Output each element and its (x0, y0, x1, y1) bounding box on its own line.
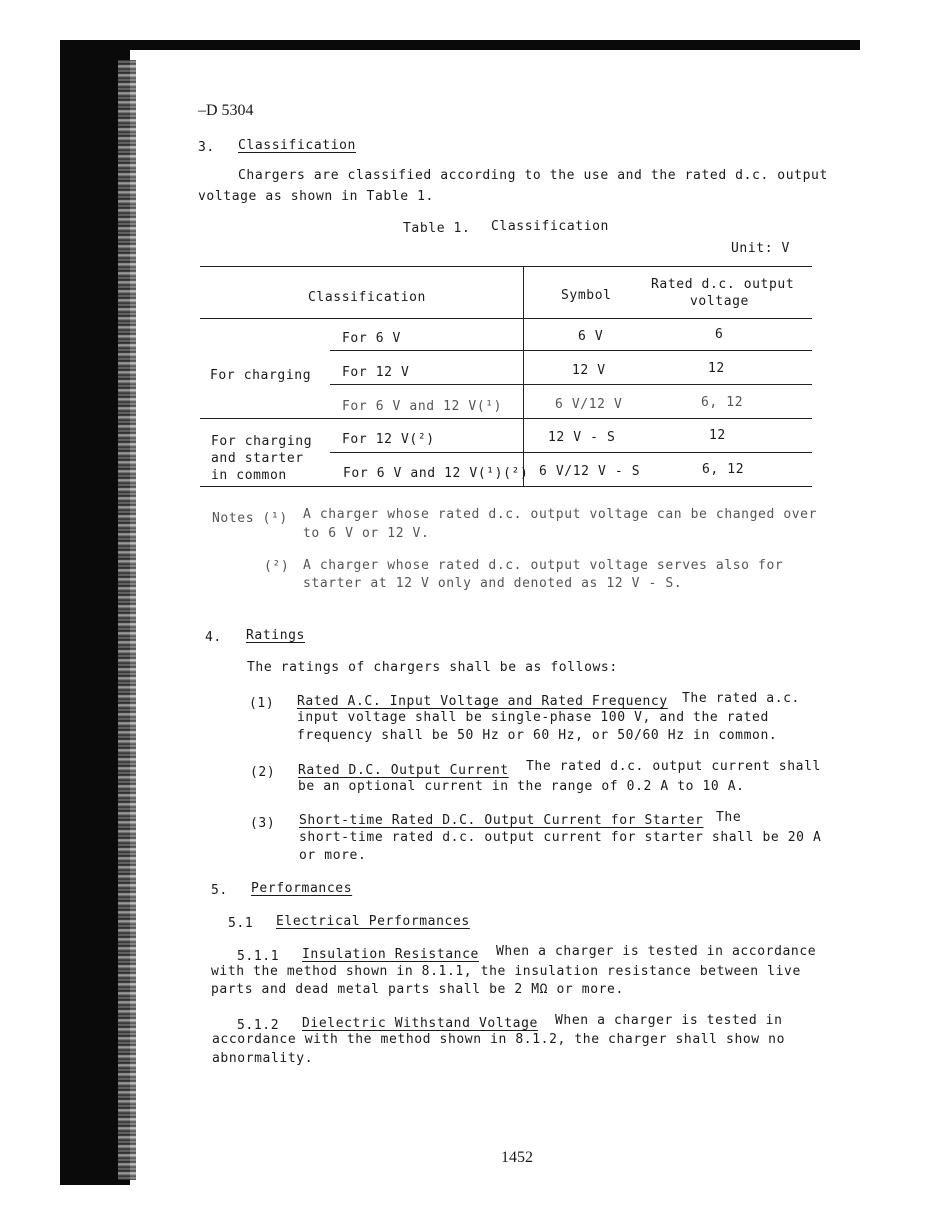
clause-5-1-2-line-2: accordance with the method shown in 8.1.2, the charger shall show no (212, 1032, 786, 1047)
section-4-intro: The ratings of chargers shall be as follows: (247, 660, 618, 675)
table-row-2-classification: For 12 V (342, 365, 410, 380)
group-label-common-line-2: and starter (211, 451, 304, 466)
section-4-number: 4. (205, 630, 222, 645)
table-row-2-rated: 12 (708, 361, 725, 376)
table-row-3-rated: 6, 12 (701, 395, 744, 410)
rating-3-number: (3) (250, 816, 276, 831)
table-row-4-classification: For 12 V(²) (342, 432, 435, 447)
clause-5-1-2-line-3: abnormality. (212, 1051, 314, 1066)
table-row-5-rated: 6, 12 (702, 462, 745, 477)
table-rule-row-2 (330, 384, 812, 385)
table-row-3-symbol: 6 V/12 V (555, 397, 623, 412)
document-id: –D 5304 (198, 102, 254, 119)
notes-label: Notes (¹) (212, 511, 288, 526)
group-label-common-line-1: For charging (211, 434, 313, 449)
table-caption-number: Table 1. (403, 221, 471, 236)
page-number: 1452 (501, 1149, 533, 1166)
clause-5-1-2-line-1: When a charger is tested in (555, 1013, 783, 1028)
table-row-1-rated: 6 (715, 327, 724, 342)
note-2-line-2: starter at 12 V only and denoted as 12 V - S. (303, 576, 683, 591)
clause-5-1-1-title: Insulation Resistance (302, 947, 479, 962)
table-rule-row-1 (330, 350, 812, 351)
rating-1-text-line-1: The rated a.c. (682, 691, 800, 706)
section-3-para-line-1: Chargers are classified according to the use and the rated d.c. output (238, 168, 828, 183)
table-header-symbol: Symbol (561, 288, 612, 303)
note-1-line-2: to 6 V or 12 V. (303, 526, 430, 541)
rating-1-text-line-2: input voltage shall be single-phase 100 V, and the rated (297, 710, 769, 725)
rating-2-number: (2) (250, 765, 276, 780)
note-1-line-1: A charger whose rated d.c. output voltage can be changed over (303, 507, 818, 522)
clause-5-1-1-line-2: with the method shown in 8.1.1, the insulation resistance between live (211, 964, 801, 979)
section-4-title: Ratings (246, 628, 305, 643)
section-3-para-line-2: voltage as shown in Table 1. (198, 189, 434, 204)
scan-edge-streak (118, 60, 136, 1180)
rating-2-title: Rated D.C. Output Current (298, 763, 509, 778)
note-2-line-1: A charger whose rated d.c. output voltage serves also for (303, 558, 784, 573)
table-rule-group (200, 418, 812, 419)
clause-5-1-1-line-3: parts and dead metal parts shall be 2 MΩ or more. (211, 982, 624, 997)
note-2-mark: (²) (264, 559, 290, 574)
table-column-divider (523, 266, 524, 486)
table-rule-row-4 (330, 452, 812, 453)
group-label-charging: For charging (210, 368, 312, 383)
table-rule-header (200, 318, 812, 319)
rating-3-text-line-2: short-time rated d.c. output current for starter shall be 20 A (299, 830, 822, 845)
section-3-number: 3. (198, 140, 215, 155)
section-5-title: Performances (251, 881, 353, 896)
rating-2-text-line-1: The rated d.c. output current shall (526, 759, 821, 774)
table-header-rated-line-1: Rated d.c. output (651, 277, 795, 292)
subsection-5-1-title: Electrical Performances (276, 914, 470, 929)
table-rule-bottom (200, 486, 812, 487)
group-label-common-line-3: in common (211, 468, 287, 483)
section-5-number: 5. (211, 883, 228, 898)
table-caption-title: Classification (491, 219, 609, 234)
clause-5-1-2-title: Dielectric Withstand Voltage (302, 1016, 538, 1031)
table-rule-top (200, 266, 812, 267)
table-row-5-symbol: 6 V/12 V - S (539, 464, 641, 479)
table-row-2-symbol: 12 V (572, 363, 606, 378)
clause-5-1-1-number: 5.1.1 (237, 949, 280, 964)
rating-1-text-line-3: frequency shall be 50 Hz or 60 Hz, or 50/60 Hz in common. (297, 728, 778, 743)
table-unit: Unit: V (731, 241, 790, 256)
table-header-classification: Classification (308, 290, 426, 305)
rating-1-number: (1) (249, 696, 275, 711)
rating-1-title: Rated A.C. Input Voltage and Rated Frequency (297, 694, 668, 709)
table-row-3-classification: For 6 V and 12 V(¹) (342, 399, 503, 414)
clause-5-1-2-number: 5.1.2 (237, 1018, 280, 1033)
clause-5-1-1-line-1: When a charger is tested in accordance (496, 944, 817, 959)
rating-3-text-line-3: or more. (299, 848, 367, 863)
scan-border-top (60, 40, 860, 50)
table-row-1-classification: For 6 V (342, 331, 401, 346)
subsection-5-1-number: 5.1 (228, 916, 254, 931)
rating-3-title: Short-time Rated D.C. Output Current for Starter (299, 813, 704, 828)
table-row-4-symbol: 12 V - S (548, 430, 616, 445)
table-header-rated-line-2: voltage (690, 294, 749, 309)
table-row-5-classification: For 6 V and 12 V(¹)(²) (343, 466, 529, 481)
rating-3-text-line-1: The (716, 810, 742, 825)
table-row-4-rated: 12 (709, 428, 726, 443)
rating-2-text-line-2: be an optional current in the range of 0.2 A to 10 A. (298, 779, 745, 794)
table-row-1-symbol: 6 V (578, 329, 604, 344)
section-3-title: Classification (238, 138, 356, 153)
